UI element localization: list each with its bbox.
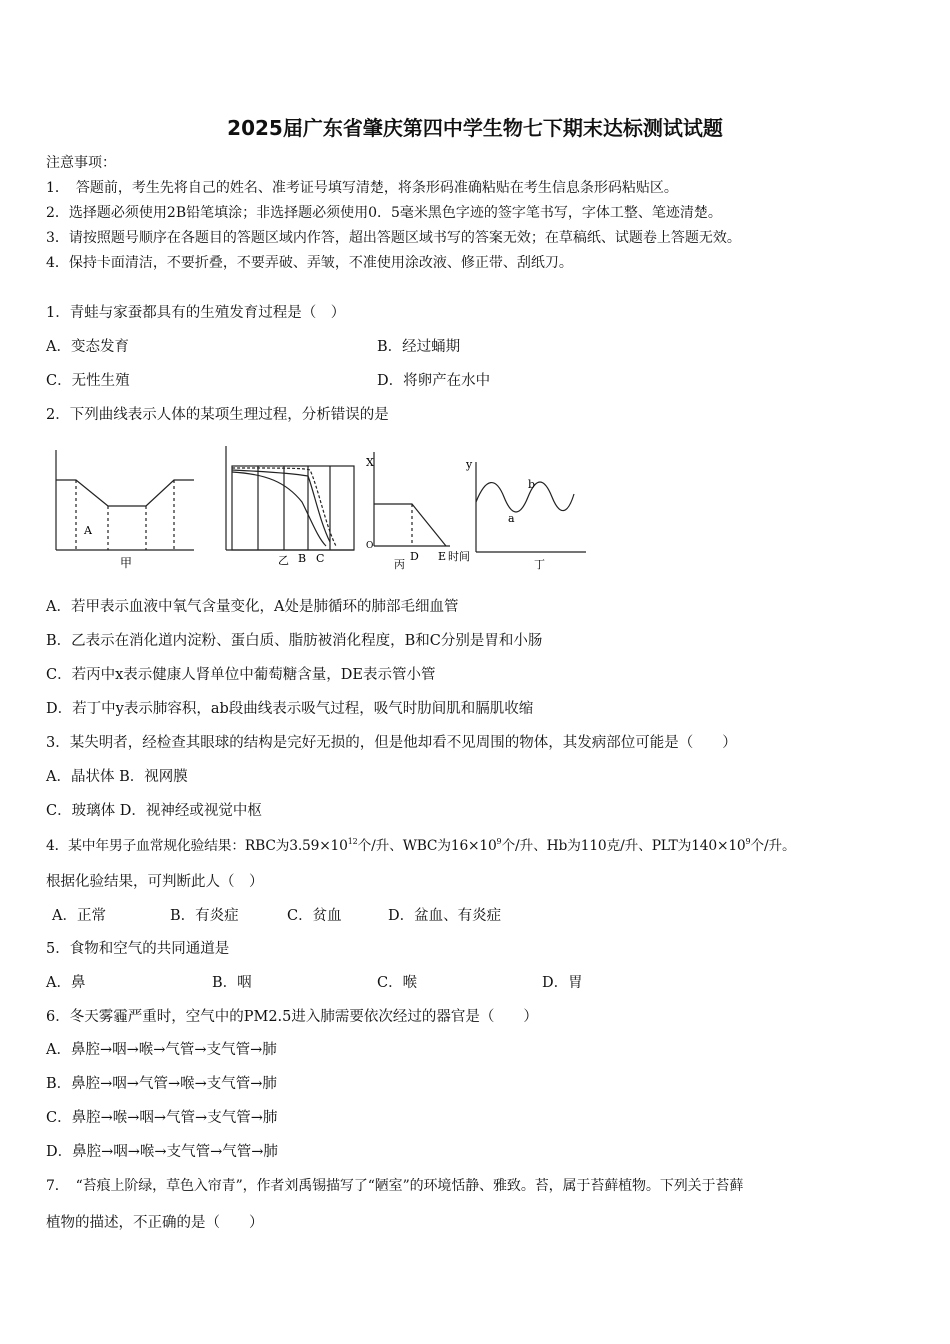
graph-yi [226, 446, 354, 550]
q4-text-2: 个/升、WBC为16×10 [357, 838, 497, 854]
graph-jia-caption: 甲 [120, 556, 133, 570]
question-6-stem: 6．冬天雾霾严重时，空气中的PM2.5进入肺需要依次经过的器官是（ ） [46, 1009, 538, 1025]
graph-ding-label-a: a [508, 512, 515, 525]
question-6-option-a: A．鼻腔→咽→喉→气管→支气管→肺 [46, 1042, 277, 1058]
notice-item: 3．请按照题号顺序在各题目的答题区域内作答，超出答题区域书写的答案无效；在草稿纸、试题卷上答题无效。 [46, 230, 741, 246]
graph-bing-label-d: D [410, 550, 419, 563]
graph-jia-label-a: A [84, 524, 92, 537]
graph-bing-label-e: E [438, 550, 447, 563]
q4-text-4: 个/升。 [750, 838, 796, 854]
question-2-option-b: B．乙表示在消化道内淀粉、蛋白质、脂肪被消化程度，B和C分别是胃和小肠 [46, 633, 543, 649]
q4-exp-1: 12 [347, 837, 358, 846]
question-3-options-ab: A．晶状体 B．视网膜 [46, 769, 188, 785]
question-4-option-d: D．盆血、有炎症 [388, 908, 502, 924]
physiology-curves-figure [46, 442, 606, 574]
question-5-option-a: A．鼻 [46, 975, 86, 991]
graph-bing-time: 时间 [448, 550, 470, 563]
question-4-option-c: C．贫血 [287, 908, 342, 924]
question-5-option-c: C．喉 [377, 975, 418, 991]
question-2-option-c: C．若丙中x表示健康人肾单位中葡萄糖含量，DE表示管小管 [46, 667, 436, 683]
notice-heading: 注意事项： [46, 155, 116, 171]
graph-bing-caption: 丙 [394, 558, 405, 571]
question-7-stem: 7． “苔痕上阶绿，草色入帘青”，作者刘禹锡描写了“陋室”的环境恬静、雅致。苔，属于苔藓植物。下列关于苔藓 [46, 1178, 744, 1194]
question-6-option-c: C．鼻腔→喉→咽→气管→支气管→肺 [46, 1110, 278, 1126]
question-2-option-d: D．若丁中y表示肺容积，ab段曲线表示吸气过程，吸气时肋间肌和膈肌收缩 [46, 701, 534, 717]
graph-jia [56, 450, 194, 550]
question-3-options-cd: C．玻璃体 D．视神经或视觉中枢 [46, 803, 262, 819]
question-1-stem: 1．青蛙与家蚕都具有的生殖发育过程是（ ） [46, 305, 346, 321]
question-2-option-a: A．若甲表示血液中氧气含量变化，A处是肺循环的肺部毛细血管 [46, 599, 459, 615]
question-5-stem: 5．食物和空气的共同通道是 [46, 941, 230, 957]
question-2-stem: 2．下列曲线表示人体的某项生理过程，分析错误的是 [46, 407, 389, 423]
graph-bing [374, 452, 450, 546]
notice-item: 1． 答题前，考生先将自己的姓名、准考证号填写清楚，将条形码准确粘贴在考生信息条形码粘贴区。 [46, 180, 678, 196]
question-1-option-b: B．经过蛹期 [377, 339, 461, 355]
question-4-stem-2: 根据化验结果，可判断此人（ ） [46, 874, 264, 890]
question-5-option-b: B．咽 [212, 975, 252, 991]
graph-ding-label-b: b [528, 478, 536, 491]
notice-item: 2．选择题必须使用2B铅笔填涂；非选择题必须使用0．5毫米黑色字迹的签字笔书写，字体工整、笔迹清楚。 [46, 205, 722, 221]
graph-ding-label-y: y [466, 458, 473, 471]
q4-text-3: 个/升、Hb为110克/升、PLT为140×10 [501, 838, 746, 854]
graph-yi-label-c: C [316, 552, 325, 565]
question-4-stem [46, 834, 796, 854]
notice-item: 4．保持卡面清洁，不要折叠，不要弄破、弄皱，不准使用涂改液、修正带、刮纸刀。 [46, 255, 573, 271]
graph-ding-caption: 丁 [534, 558, 545, 571]
question-7-stem-2: 植物的描述，不正确的是（ ） [46, 1215, 264, 1231]
question-1-option-d: D．将卵产在水中 [377, 373, 491, 389]
graph-ding [476, 462, 586, 552]
q4-text-1: 4．某中年男子血常规化验结果：RBC为3.59×10 [46, 838, 348, 854]
question-3-stem: 3．某失明者，经检查其眼球的结构是完好无损的，但是他却看不见周围的物体，其发病部位可能是（ ） [46, 735, 737, 751]
question-6-option-b: B．鼻腔→咽→气管→喉→支气管→肺 [46, 1076, 277, 1092]
q4-exp-3: 9 [745, 837, 751, 846]
question-5-option-d: D．胃 [542, 975, 583, 991]
q4-exp-2: 9 [496, 837, 502, 846]
graph-yi-label-b: B [298, 552, 307, 565]
question-4-option-b: B．有炎症 [170, 908, 239, 924]
graph-yi-caption: 乙 [278, 554, 289, 567]
question-1-option-a: A．变态发育 [46, 339, 129, 355]
question-1-option-c: C．无性生殖 [46, 373, 130, 389]
graph-bing-origin: O [366, 541, 374, 551]
graph-bing-label-x: X [366, 456, 374, 469]
question-6-option-d: D．鼻腔→咽→喉→支气管→气管→肺 [46, 1144, 278, 1160]
question-4-option-a: A．正常 [52, 908, 106, 924]
page-title: 2025届广东省肇庆第四中学生物七下期末达标测试试题 [227, 116, 723, 140]
